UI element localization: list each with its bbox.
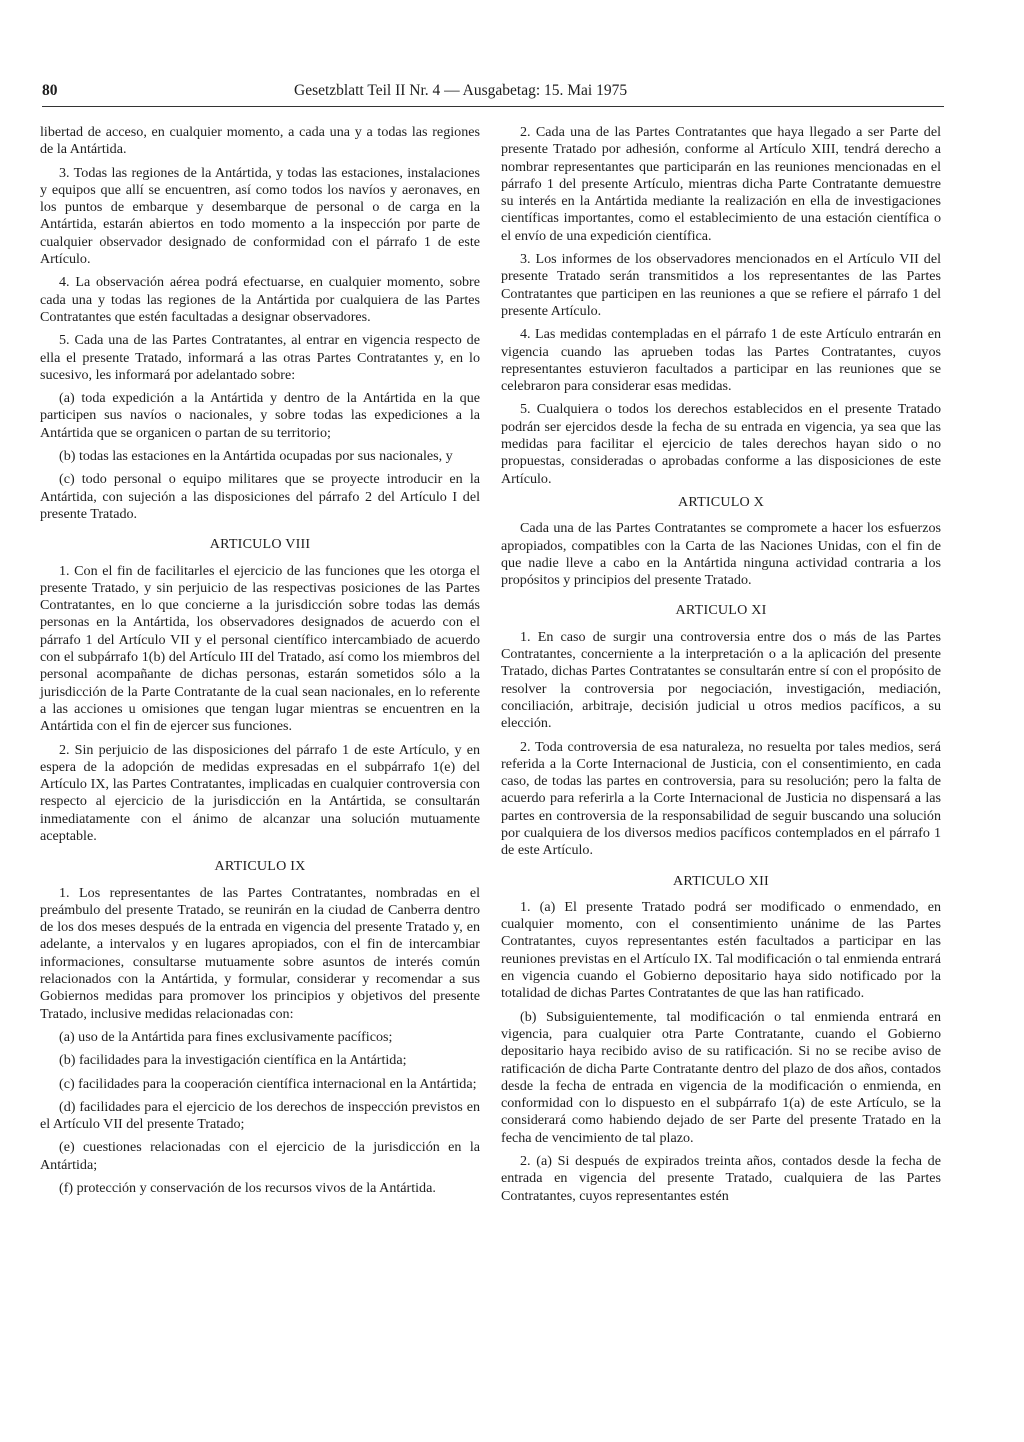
paragraph: Cada una de las Partes Contratantes se compromete a hacer los esfuerzos apropiados, compatibles con la Carta de las Naciones Unidas, con el fin de que nadie lleve a cabo en la Antártida ninguna actividad contraria a los propósitos y principios del presente Tratado.	[501, 520, 941, 589]
header-rule	[42, 106, 944, 107]
paragraph: (b) Subsiguientemente, tal modificación o tal enmienda entrará en vigencia, para cualquier otra Parte Contratante, cuando el Gobierno depositario haya recibido aviso de su ratificación. Si no se recibe aviso de ratificación de dicha Parte Contratante dentro del plazo de dos años, contados desde la fecha de entrada en vigencia de la modificación o enmienda, en conformidad con lo dispuesto en el subpárrafo 1(a) de este Artículo, se la considerará como habiendo dejado de ser Parte del presente Tratado en la fecha de vencimiento de tal plazo.	[501, 1008, 941, 1146]
list-item: (a) uso de la Antártida para fines exclusivamente pacíficos;	[59, 1028, 393, 1045]
paragraph: 3. Los informes de los observadores mencionados en el Artículo VII del presente Tratado serán transmitidos a los representantes de las Partes Contratantes que participen en las reuniones a que se refiere el párrafo 1 del presente Artículo.	[501, 251, 941, 319]
paragraph: 5. Cada una de las Partes Contratantes, al entrar en vigencia respecto de ella el presente Tratado, informará a las otras Partes Contratantes y, en lo sucesivo, les informará por adelantado sobre:	[40, 332, 480, 383]
paragraph: 2. Toda controversia de esa naturaleza, no resuelta por tales medios, será referida a la Corte Internacional de Justicia, con el consentimiento, en cada caso, de todas las partes en controversia, para su resolución; pero la falta de acuerdo para referirla a la Corte Internacional de Justicia no dispensará a las partes en controversia de la responsabilidad de seguir buscando una solución por cualquiera de los diversos medios pacíficos contemplados en el párrafo 1 de este Artículo.	[501, 738, 941, 859]
article-heading: ARTICULO IX	[214, 858, 306, 875]
paragraph: 1. (a) El presente Tratado podrá ser modificado o enmendado, en cualquier momento, con el consentimiento unánime de las Partes Contratantes, cuyos representantes estén facultados a participar en las reuniones previstas en el Artículo IX. Tal modificación o tal enmienda entrará en vigencia cuando el Gobierno depositario haya sido notificado por la totalidad de dichas Partes Contratantes de que las han ratificado.	[501, 898, 941, 1002]
paragraph: 5. Cualquiera o todos los derechos establecidos en el presente Tratado podrán ser ejercidos desde la fecha de su entrada en vigencia, ya sea que las medidas para facilitar el ejercicio de tales derechos hayan sido o no propuestas, consideradas o aprobadas conforme a las disposiciones de este Artículo.	[501, 401, 941, 487]
paragraph: (a) toda expedición a la Antártida y dentro de la Antártida en la que participen sus navíos o nacionales, y sobre todas las expediciones a la Antártida que se organicen o partan de su territorio;	[40, 390, 480, 441]
list-item: (d) facilidades para el ejercicio de los derechos de inspección previstos en el Artículo VII del presente Tratado;	[40, 1098, 480, 1133]
right-column	[501, 124, 941, 1211]
article-heading: ARTICULO X	[677, 493, 765, 510]
page-header	[42, 82, 944, 106]
running-head: Gesetzblatt Teil II Nr. 4 — Ausgabetag: 15. Mai 1975	[294, 82, 628, 99]
paragraph: 2. Cada una de las Partes Contratantes que haya llegado a ser Parte del presente Tratado por adhesión, conforme al Artículo XIII, tendrá derecho a nombrar representantes que participarán en las reuniones mencionadas en el párrafo 1 del presente Artículo, mientras dicha Parte Contratante demuestre su interés en la Antártida mediante la realización en ella de investigaciones científicas importantes, como el establecimiento de una estación científica o el envío de una expedición científica.	[501, 124, 941, 244]
list-item: (c) facilidades para la cooperación científica internacional en la Antártida;	[59, 1075, 477, 1092]
paragraph: libertad de acceso, en cualquier momento, a cada una y a todas las regiones de la Antártida.	[40, 124, 480, 158]
article-heading: ARTICULO XII	[673, 872, 769, 889]
paragraph: 4. Las medidas contempladas en el párrafo 1 de este Artículo entrarán en vigencia cuando las aprueben todas las Partes Contratantes, cuyos representantes estuvieron facultados a participar en las reuniones que se celebraron para considerar esas medidas.	[501, 326, 941, 395]
paragraph: 4. La observación aérea podrá efectuarse, en cualquier momento, sobre cada una y todas las regiones de la Antártida por cualquiera de las Partes Contratantes que estén facultadas a designar observadores.	[40, 274, 480, 325]
paragraph: 1. Los representantes de las Partes Contratantes, nombradas en el preámbulo del presente Tratado, se reunirán en la ciudad de Canberra dentro de los dos meses después de la entrada en vigencia del presente Tratado y, en adelante, a intervalos y en lugares apropiados, con el fin de intercambiar informaciones, consultarse mutuamente sobre asuntos de interés común relacionados con la Antártida, y formular, considerar y recomendar a sus Gobiernos medidas para promover los principios y objetivos del presente Tratado, inclusive medidas relacionadas con:	[40, 884, 480, 1022]
paragraph: 1. En caso de surgir una controversia entre dos o más de las Partes Contratantes, concerniente a la interpretación o a la aplicación del presente Tratado, dichas Partes Contratantes se consultarán entre sí con el propósito de resolver la controversia por negociación, investigación, mediación, conciliación, arbitraje, decisión judicial u otros medios pacíficos, a su elección.	[501, 628, 941, 732]
page-number: 80	[42, 82, 58, 99]
article-heading: ARTICULO XI	[675, 602, 767, 619]
paragraph: (b) todas las estaciones en la Antártida ocupadas por sus nacionales, y	[59, 448, 453, 465]
article-heading: ARTICULO VIII	[209, 536, 311, 553]
list-item: (b) facilidades para la investigación científica en la Antártida;	[59, 1052, 407, 1069]
paragraph: 2. Sin perjuicio de las disposiciones del párrafo 1 de este Artículo, y en espera de la adopción de medidas expresadas en el subpárrafo 1(e) del Artículo IX, las Partes Contratantes, implicadas en cualquier controversia con respecto al ejercicio de la jurisdicción en la Antártida, se consultarán inmediatamente con el ánimo de alcanzar una solución mutuamente aceptable.	[40, 741, 480, 844]
list-item: (f) protección y conservación de los recursos vivos de la Antártida.	[59, 1180, 436, 1197]
list-item: (e) cuestiones relacionadas con el ejercicio de la jurisdicción en la Antártida;	[40, 1139, 480, 1173]
left-column	[40, 124, 480, 1203]
paragraph: 1. Con el fin de facilitarles el ejercicio de las funciones que les otorga el presente Tratado, y sin perjuicio de las respectivas posiciones de las Partes Contratantes, en lo que concierne a la jurisdicción sobre todas las demás personas en la Antártida, los observadores designados de acuerdo con el párrafo 1 del Artículo VII y el personal científico intercambiado de acuerdo con el subpárrafo 1(b) del Artículo III del Tratado, así como los miembros del personal acompañante de dichas personas, estarán sometidos sólo a la jurisdicción de la Parte Contratante de la cual sean nacionales, en lo referente a las acciones u omisiones que tengan lugar mientras se encuentren en la Antártida con el fin de ejercer sus funciones.	[40, 562, 480, 735]
paragraph: (c) todo personal o equipo militares que se proyecte introducir en la Antártida, con sujeción a las disposiciones del párrafo 2 del Artículo I del presente Tratado.	[40, 471, 480, 522]
paragraph: 3. Todas las regiones de la Antártida, y todas las estaciones, instalaciones y equipos que allí se encuentren, así como todos los navíos y aeronaves, en los puntos de embarque y desembarque de personal o de carga en la Antártida, estarán abiertos en todo momento a la inspección por parte de cualquier observador designado de conformidad con el párrafo 1 de este Artículo.	[40, 164, 480, 268]
paragraph: 2. (a) Si después de expirados treinta años, contados desde la fecha de entrada en vigencia del presente Tratado, cualquiera de las Partes Contratantes, cuyos representantes estén	[501, 1153, 941, 1204]
